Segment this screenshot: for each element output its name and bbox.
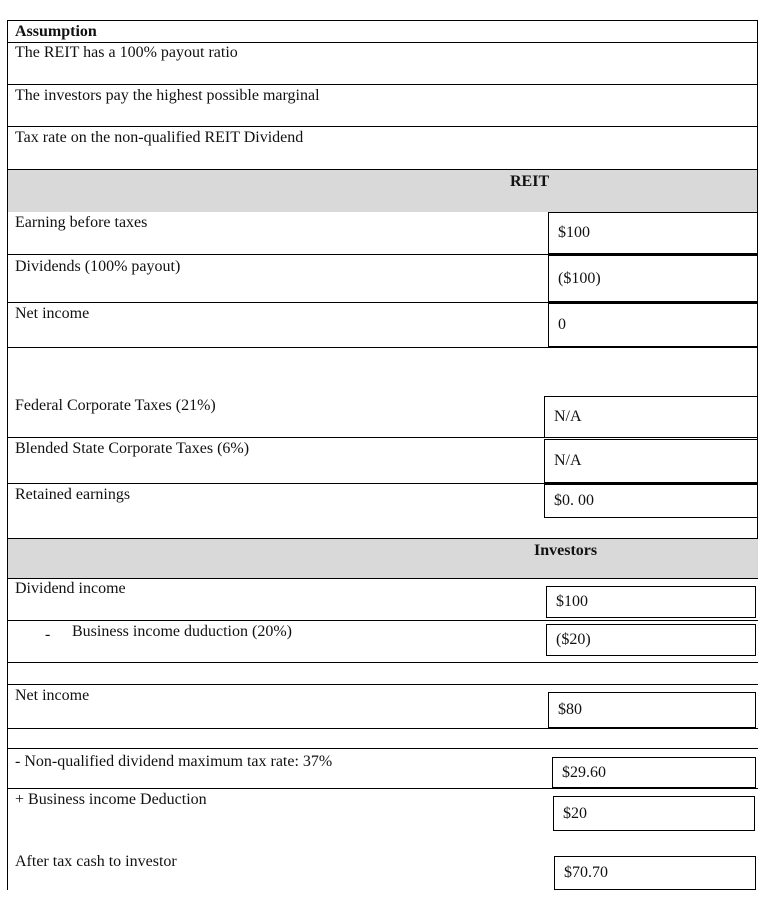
reit-row-label: Earning before taxes: [15, 214, 148, 231]
reit-row-label: Net income: [15, 305, 90, 322]
investors-row-label: Net income: [15, 687, 90, 704]
reit-row-label: Dividends (100% payout): [15, 258, 181, 275]
reit-row-value: N/A: [544, 396, 758, 438]
investors-heading: Investors: [534, 542, 598, 559]
investors-row-label: Dividend income: [15, 580, 126, 597]
investors-row-value: ($20): [546, 624, 756, 656]
reit-row-value: 0: [548, 303, 758, 347]
reit-row-label: Retained earnings: [15, 486, 131, 503]
assumption-line-1: The REIT has a 100% payout ratio: [15, 44, 238, 61]
investors-row-value: $29.60: [552, 757, 756, 788]
reit-row-value: ($100): [548, 255, 758, 302]
investors-header-band: [7, 538, 758, 578]
investors-row-value: $20: [553, 796, 755, 831]
reit-row-value: $0. 00: [544, 484, 758, 518]
bullet-dash: -: [45, 626, 51, 643]
reit-row-label: Blended State Corporate Taxes (6%): [15, 440, 250, 457]
assumption-line-3: Tax rate on the non-qualified REIT Dividend: [15, 129, 304, 146]
investors-row-label: + Business income Deduction: [15, 791, 207, 808]
investors-row-label: - Non-qualified dividend maximum tax rate: 37%: [15, 753, 333, 770]
investors-row-label: After tax cash to investor: [15, 853, 177, 870]
investors-row-value: $70.70: [554, 856, 756, 890]
reit-heading: REIT: [510, 173, 550, 190]
reit-row-label: Federal Corporate Taxes (21%): [15, 397, 216, 414]
investors-row-label: Business income duduction (20%): [72, 623, 292, 640]
reit-row-value: $100: [548, 212, 758, 254]
investors-row-value: $100: [546, 586, 756, 618]
assumption-heading: Assumption: [15, 23, 97, 40]
investors-row-value: $80: [548, 692, 756, 728]
reit-header-band: [7, 170, 758, 212]
reit-row-value: N/A: [544, 439, 758, 483]
assumption-line-2: The investors pay the highest possible marginal: [15, 87, 320, 104]
